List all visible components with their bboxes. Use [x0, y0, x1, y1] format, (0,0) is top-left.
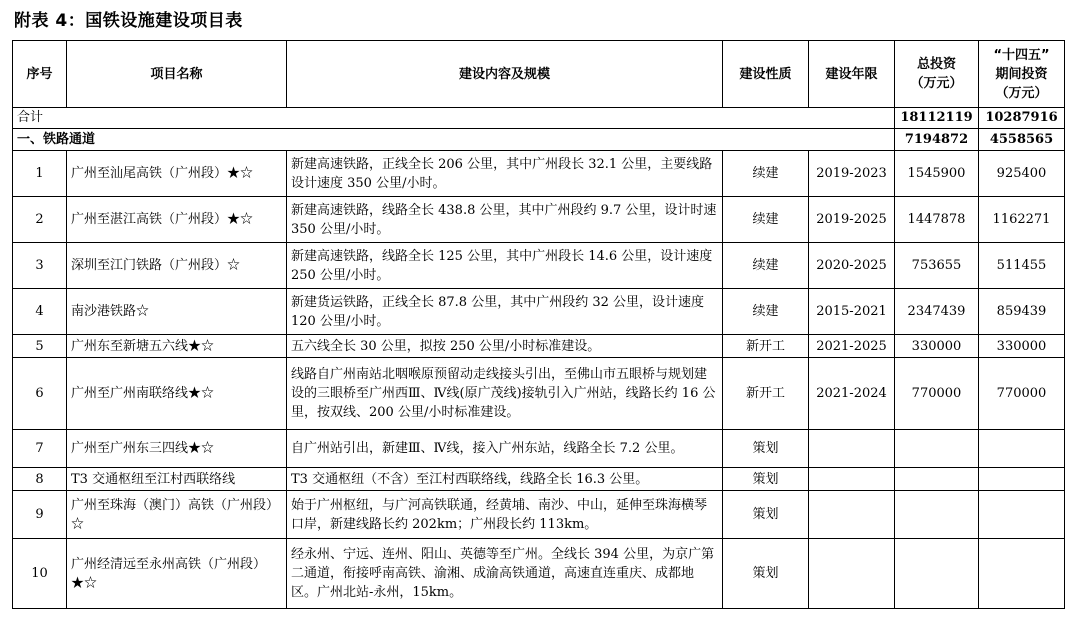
row-period-investment: 330000 — [979, 335, 1065, 358]
row-construction-content: 线路自广州南站北咽喉原预留动走线接头引出，至佛山市五眼桥与规划建设的三眼桥至广州西Ⅲ、Ⅳ线(原广茂线)接轨引入广州站，线路长约 16 公里，按双线、200 公里/小时标准建设。 — [287, 358, 723, 430]
row-project-name: 广州东至新塘五六线★☆ — [67, 335, 287, 358]
row-total-investment — [895, 539, 979, 609]
table-row — [13, 335, 1065, 358]
row-construction-years — [809, 468, 895, 491]
row-construction-years: 2020-2025 — [809, 243, 895, 289]
row-construction-nature: 策划 — [723, 468, 809, 491]
row-period-investment — [979, 468, 1065, 491]
row-construction-content: 新建高速铁路，正线全长 206 公里，其中广州段长 32.1 公里，主要线路设计速度 350 公里/小时。 — [287, 151, 723, 197]
header-period-line2: 期间投资 — [995, 66, 1048, 82]
row-construction-content: 五六线全长 30 公里，拟按 250 公里/小时标准建设。 — [287, 335, 723, 358]
row-total-investment — [895, 430, 979, 468]
row-total-investment — [895, 468, 979, 491]
row-construction-content: 自广州站引出，新建Ⅲ、Ⅳ线，接入广州东站，线路全长 7.2 公里。 — [287, 430, 723, 468]
row-construction-years — [809, 539, 895, 609]
header-period-investment — [979, 41, 1065, 108]
row-no: 8 — [13, 468, 67, 491]
table-row — [13, 491, 1065, 539]
header-total-line2: （万元） — [910, 76, 963, 91]
table-row — [13, 468, 1065, 491]
row-period-investment: 925400 — [979, 151, 1065, 197]
total-row — [13, 108, 1065, 129]
row-project-name: T3 交通枢纽至江村西联络线 — [67, 468, 287, 491]
row-project-name: 广州至湛江高铁（广州段）★☆ — [67, 197, 287, 243]
header-period-line1: “十四五” — [993, 47, 1050, 63]
row-period-investment: 859439 — [979, 289, 1065, 335]
row-total-investment: 330000 — [895, 335, 979, 358]
row-construction-nature: 策划 — [723, 539, 809, 609]
row-construction-years: 2015-2021 — [809, 289, 895, 335]
row-project-name: 广州经清远至永州高铁（广州段）★☆ — [67, 539, 287, 609]
row-project-name: 南沙港铁路☆ — [67, 289, 287, 335]
row-project-name: 广州至汕尾高铁（广州段）★☆ — [67, 151, 287, 197]
period-investment-sum: 10287916 — [979, 108, 1065, 129]
section-row — [13, 129, 1065, 151]
row-construction-years: 2019-2023 — [809, 151, 895, 197]
header-total-investment — [895, 41, 979, 108]
row-no: 3 — [13, 243, 67, 289]
total-investment-sum: 18112119 — [895, 108, 979, 129]
row-construction-years — [809, 430, 895, 468]
table-row — [13, 243, 1065, 289]
row-no: 2 — [13, 197, 67, 243]
row-project-name: 深圳至江门铁路（广州段）☆ — [67, 243, 287, 289]
row-no: 9 — [13, 491, 67, 539]
section-period-investment: 4558565 — [979, 129, 1065, 151]
row-period-investment: 770000 — [979, 358, 1065, 430]
row-construction-nature: 新开工 — [723, 358, 809, 430]
table-row — [13, 151, 1065, 197]
row-no: 7 — [13, 430, 67, 468]
header-period-line3: （万元） — [995, 85, 1048, 101]
row-total-investment: 1447878 — [895, 197, 979, 243]
row-total-investment: 753655 — [895, 243, 979, 289]
total-label: 合计 — [13, 108, 895, 129]
header-content: 建设内容及规模 — [287, 41, 723, 108]
row-no: 10 — [13, 539, 67, 609]
row-construction-content: 新建高速铁路，线路全长 438.8 公里，其中广州段约 9.7 公里，设计时速 350 公里/小时。 — [287, 197, 723, 243]
row-construction-nature: 策划 — [723, 491, 809, 539]
row-no: 4 — [13, 289, 67, 335]
row-construction-nature: 续建 — [723, 289, 809, 335]
project-table — [12, 40, 1065, 609]
table-row — [13, 539, 1065, 609]
row-total-investment — [895, 491, 979, 539]
row-no: 5 — [13, 335, 67, 358]
document-title: 附表 4：国铁设施建设项目表 — [14, 11, 243, 31]
header-total-line1: 总投资 — [916, 57, 956, 72]
row-no: 6 — [13, 358, 67, 430]
row-construction-nature: 续建 — [723, 243, 809, 289]
table-row — [13, 197, 1065, 243]
row-project-name: 广州至珠海（澳门）高铁（广州段）☆ — [67, 491, 287, 539]
table-row — [13, 358, 1065, 430]
row-construction-nature: 续建 — [723, 151, 809, 197]
section-total-investment: 7194872 — [895, 129, 979, 151]
row-no: 1 — [13, 151, 67, 197]
row-construction-years: 2021-2025 — [809, 335, 895, 358]
table-row — [13, 289, 1065, 335]
row-project-name: 广州至广州南联络线★☆ — [67, 358, 287, 430]
row-period-investment: 511455 — [979, 243, 1065, 289]
section-label: 一、铁路通道 — [13, 129, 895, 151]
row-period-investment — [979, 491, 1065, 539]
row-construction-content: T3 交通枢纽（不含）至江村西联络线，线路全长 16.3 公里。 — [287, 468, 723, 491]
table-header-row — [13, 41, 1065, 108]
header-no: 序号 — [13, 41, 67, 108]
row-period-investment — [979, 430, 1065, 468]
row-project-name: 广州至广州东三四线★☆ — [67, 430, 287, 468]
row-total-investment: 2347439 — [895, 289, 979, 335]
header-years: 建设年限 — [809, 41, 895, 108]
row-construction-nature: 新开工 — [723, 335, 809, 358]
row-construction-years: 2021-2024 — [809, 358, 895, 430]
row-construction-content: 始于广州枢纽，与广河高铁联通，经黄埔、南沙、中山，延伸至珠海横琴口岸，新建线路长约 202km；广州段长约 113km。 — [287, 491, 723, 539]
header-name: 项目名称 — [67, 41, 287, 108]
row-construction-content: 经永州、宁远、连州、阳山、英德等至广州。全线长 394 公里，为京广第二通道，衔接呼南高铁、渝湘、成渝高铁通道，高速直连重庆、成都地区。广州北站-永州，15km。 — [287, 539, 723, 609]
row-construction-content: 新建货运铁路，正线全长 87.8 公里，其中广州段约 32 公里，设计速度 120 公里/小时。 — [287, 289, 723, 335]
row-period-investment — [979, 539, 1065, 609]
table-row — [13, 430, 1065, 468]
row-construction-years — [809, 491, 895, 539]
header-nature: 建设性质 — [723, 41, 809, 108]
row-construction-nature: 续建 — [723, 197, 809, 243]
row-total-investment: 770000 — [895, 358, 979, 430]
row-construction-years: 2019-2025 — [809, 197, 895, 243]
row-total-investment: 1545900 — [895, 151, 979, 197]
row-period-investment: 1162271 — [979, 197, 1065, 243]
row-construction-nature: 策划 — [723, 430, 809, 468]
row-construction-content: 新建高速铁路，线路全长 125 公里，其中广州段长 14.6 公里，设计速度 250 公里/小时。 — [287, 243, 723, 289]
